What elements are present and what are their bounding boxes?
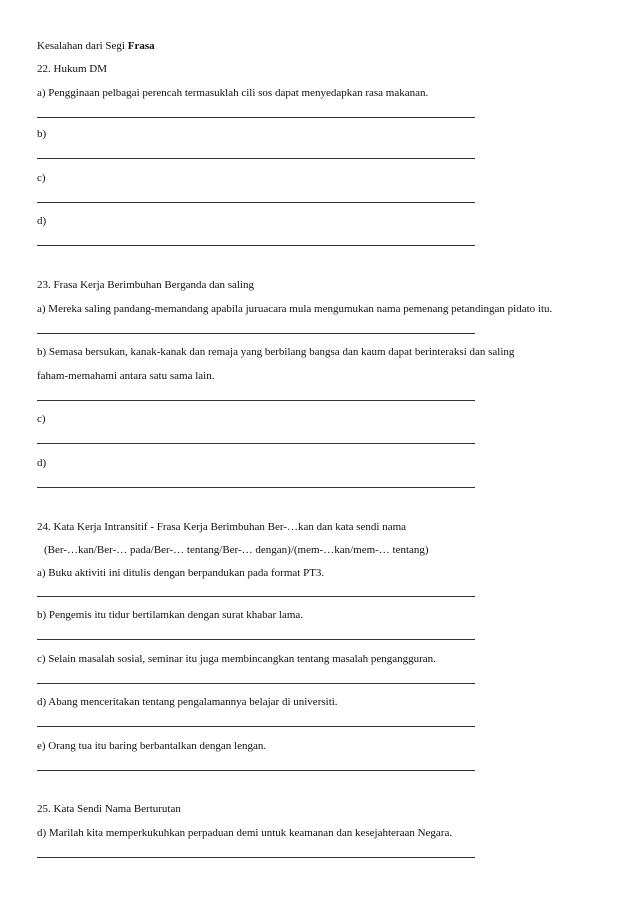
item-22d: d) — [37, 215, 47, 227]
answer-line — [37, 770, 475, 771]
answer-line — [37, 639, 475, 640]
item-23b: b) Semasa bersukan, kanak-kanak dan remaja yang berbilang bangsa dan kaum dapat berinteraksi dan saling — [37, 346, 515, 358]
item-22c: c) — [37, 172, 46, 184]
answer-line — [37, 202, 475, 203]
answer-line — [37, 487, 475, 488]
answer-line — [37, 683, 475, 684]
item-23a: a) Mereka saling pandang-memandang apabila juruacara mula mengumukan nama pemenang petandingan pidato itu. — [37, 303, 553, 315]
answer-line — [37, 400, 475, 401]
section-24-subtitle: (Ber-…kan/Ber-… pada/Ber-… tentang/Ber-… dengan)/(mem-…kan/mem-… tentang) — [44, 544, 429, 556]
item-23d: d) — [37, 457, 47, 469]
answer-line — [37, 596, 475, 597]
answer-line — [37, 158, 475, 159]
section-22-title: 22. Hukum DM — [37, 63, 107, 75]
answer-line — [37, 443, 475, 444]
header-prefix: Kesalahan dari Segi — [37, 40, 128, 52]
item-24d: d) Abang menceritakan tentang pengalamannya belajar di universiti. — [37, 696, 338, 708]
header-title — [37, 40, 155, 53]
answer-line — [37, 117, 475, 118]
item-24e: e) Orang tua itu baring berbantalkan dengan lengan. — [37, 740, 267, 752]
item-24c: c) Selain masalah sosial, seminar itu juga membincangkan tentang masalah pengangguran. — [37, 653, 436, 665]
answer-line — [37, 245, 475, 246]
item-22a: a) Pengginaan pelbagai perencah termasuklah cili sos dapat menyedapkan rasa makanan. — [37, 87, 429, 99]
item-24b: b) Pengemis itu tidur bertilamkan dengan surat khabar lama. — [37, 609, 304, 621]
header-bold: Frasa — [127, 40, 155, 52]
answer-line — [37, 333, 475, 334]
item-23c: c) — [37, 413, 46, 425]
section-23-title: 23. Frasa Kerja Berimbuhan Berganda dan saling — [37, 279, 254, 291]
item-22b: b) — [37, 128, 47, 140]
item-25d: d) Marilah kita memperkukuhkan perpaduan demi untuk keamanan dan kesejahteraan Negara. — [37, 827, 453, 839]
answer-line — [37, 726, 475, 727]
section-24-title: 24. Kata Kerja Intransitif - Frasa Kerja Berimbuhan Ber-…kan dan kata sendi nama — [37, 521, 407, 533]
section-25-title: 25. Kata Sendi Nama Berturutan — [37, 803, 181, 815]
answer-line — [37, 857, 475, 858]
item-24a: a) Buku aktiviti ini ditulis dengan berpandukan pada format PT3. — [37, 567, 325, 579]
item-23b-continued: faham-memahami antara satu sama lain. — [37, 370, 215, 382]
